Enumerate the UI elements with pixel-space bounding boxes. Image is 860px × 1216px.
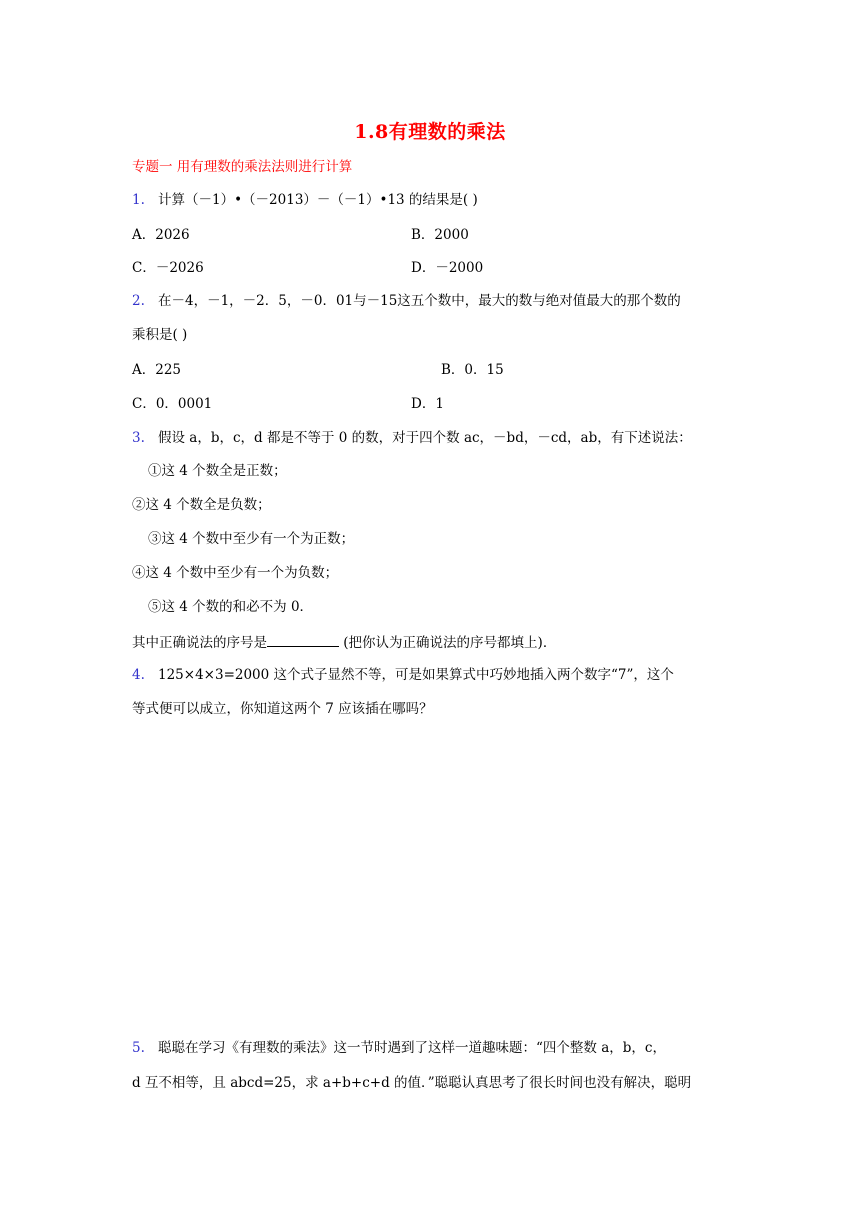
option-c: C．0．0001	[132, 396, 213, 412]
option-c: C．－2026	[132, 260, 204, 276]
question-number: 1.	[132, 192, 145, 208]
section-heading: 专题一 用有理数的乘法法则进行计算	[132, 159, 353, 175]
question-text-line2: d 互不相等，且 abcd=25，求 a+b+c+d 的值．”聪聪认真思考了很长时间也没有解决，聪明	[132, 1075, 692, 1091]
option-b: B．0．15	[441, 362, 504, 378]
option-d: D．1	[411, 396, 444, 412]
question-number: 2.	[132, 293, 145, 309]
option-a: A．2026	[132, 227, 190, 243]
statement-5: ⑤这 4 个数的和必不为 0．	[148, 599, 314, 615]
question-4	[132, 666, 674, 684]
question-text-line2: 等式便可以成立，你知道这两个 7 应该插在哪吗？	[132, 701, 433, 717]
question-number: 4.	[132, 667, 145, 683]
option-b: B．2000	[411, 227, 469, 243]
statement-1: ①这 4 个数全是正数；	[148, 463, 287, 479]
question-text-line2: 乘积是( )	[132, 327, 188, 343]
question-text-line1: 125×4×3=2000 这个式子显然不等，可是如果算式中巧妙地插入两个数字“7”，这个	[158, 667, 674, 683]
statement-2: ②这 4 个数全是负数；	[132, 497, 271, 513]
prompt-after: (把你认为正确说法的序号都填上)．	[339, 635, 557, 651]
option-d: D．－2000	[411, 260, 484, 276]
question-number: 5.	[132, 1040, 145, 1056]
question-number: 3.	[132, 430, 145, 446]
question-text: 假设 a，b，c，d 都是不等于 0 的数，对于四个数 ac，－bd，－cd，ab，有下述说法：	[158, 430, 692, 446]
answer-blank[interactable]	[267, 632, 339, 647]
question-2	[132, 292, 681, 310]
question-3	[132, 429, 692, 447]
statement-4: ④这 4 个数中至少有一个为负数；	[132, 565, 339, 581]
answer-prompt	[132, 632, 556, 652]
question-text-line1: 聪聪在学习《有理数的乘法》这一节时遇到了这样一道趣味题：“四个整数 a，b，c，	[158, 1040, 666, 1056]
question-5	[132, 1039, 666, 1057]
question-text: 计算（－1）•（－2013）－（－1）•13 的结果是( )	[158, 192, 478, 208]
question-text-line1: 在－4，－1，－2．5，－0．01与－15这五个数中，最大的数与绝对值最大的那个数的	[158, 293, 681, 309]
prompt-before: 其中正确说法的序号是	[132, 635, 267, 651]
statement-3: ③这 4 个数中至少有一个为正数；	[148, 531, 355, 547]
question-1	[132, 191, 478, 209]
option-a: A．225	[132, 362, 182, 378]
page-title: 1.8有理数的乘法	[354, 121, 506, 143]
